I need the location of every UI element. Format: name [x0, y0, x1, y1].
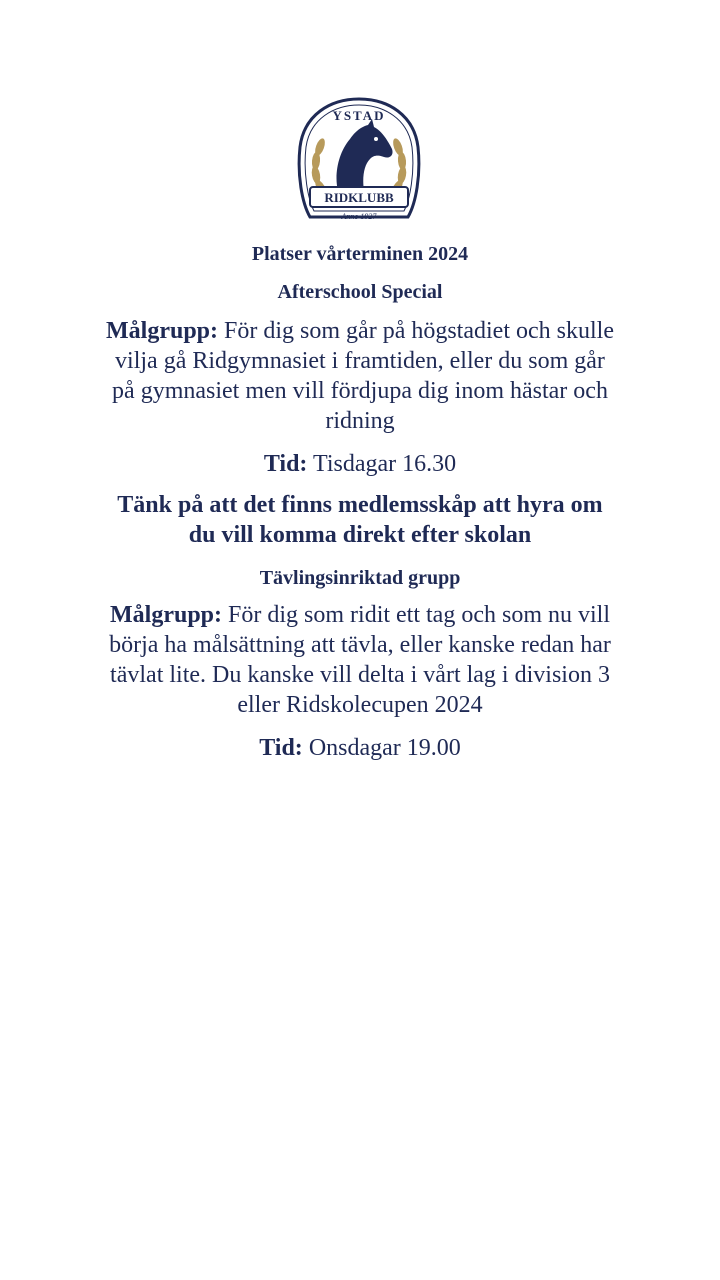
- notice: [60, 490, 660, 550]
- group1-time-label: Tid:: [263, 451, 308, 477]
- group1-target: [60, 316, 660, 436]
- group2-target-label: Målgrupp:: [110, 602, 223, 628]
- logo-bottom-text: RIDKLUBB: [324, 190, 394, 205]
- group2-time: [60, 733, 660, 763]
- group2-target-line-4: eller Ridskolecupen 2024: [237, 692, 483, 718]
- logo-top-text: YSTAD: [332, 108, 386, 123]
- notice-line-1: Tänk på att det finns medlemsskåp att hyra om: [117, 492, 603, 518]
- group2-target-line-3: tävlat lite. Du kanske vill delta i vårt lag i division 3: [110, 662, 610, 688]
- group1-target-line-1: För dig som går på högstadiet och skulle: [224, 318, 614, 344]
- logo-signature: Anno 1927: [341, 212, 377, 221]
- group2-time-value: Onsdagar 19.00: [308, 735, 461, 761]
- group1-target-line-3: på gymnasiet men vill fördjupa dig inom hästar och: [112, 378, 608, 404]
- page-title: Platser vårterminen 2024: [251, 243, 469, 265]
- group1-time: [60, 449, 660, 479]
- group2-target-line-2: börja ha målsättning att tävla, eller kanske redan har: [109, 632, 611, 658]
- group2-target: [60, 600, 660, 720]
- group2-heading: Tävlingsinriktad grupp: [259, 567, 461, 589]
- group1-target-line-2: vilja gå Ridgymnasiet i framtiden, eller du som går: [115, 348, 605, 374]
- group1-time-value: Tisdagar 16.30: [313, 451, 457, 477]
- club-logo: [294, 95, 424, 227]
- group1-target-line-4: ridning: [325, 408, 395, 434]
- group1-heading: Afterschool Special: [277, 281, 443, 303]
- notice-line-2: du vill komma direkt efter skolan: [188, 522, 532, 548]
- group2-time-label: Tid:: [259, 735, 303, 761]
- group2-target-line-1: För dig som ridit ett tag och som nu vill: [228, 602, 610, 628]
- group1-target-label: Målgrupp:: [106, 318, 219, 344]
